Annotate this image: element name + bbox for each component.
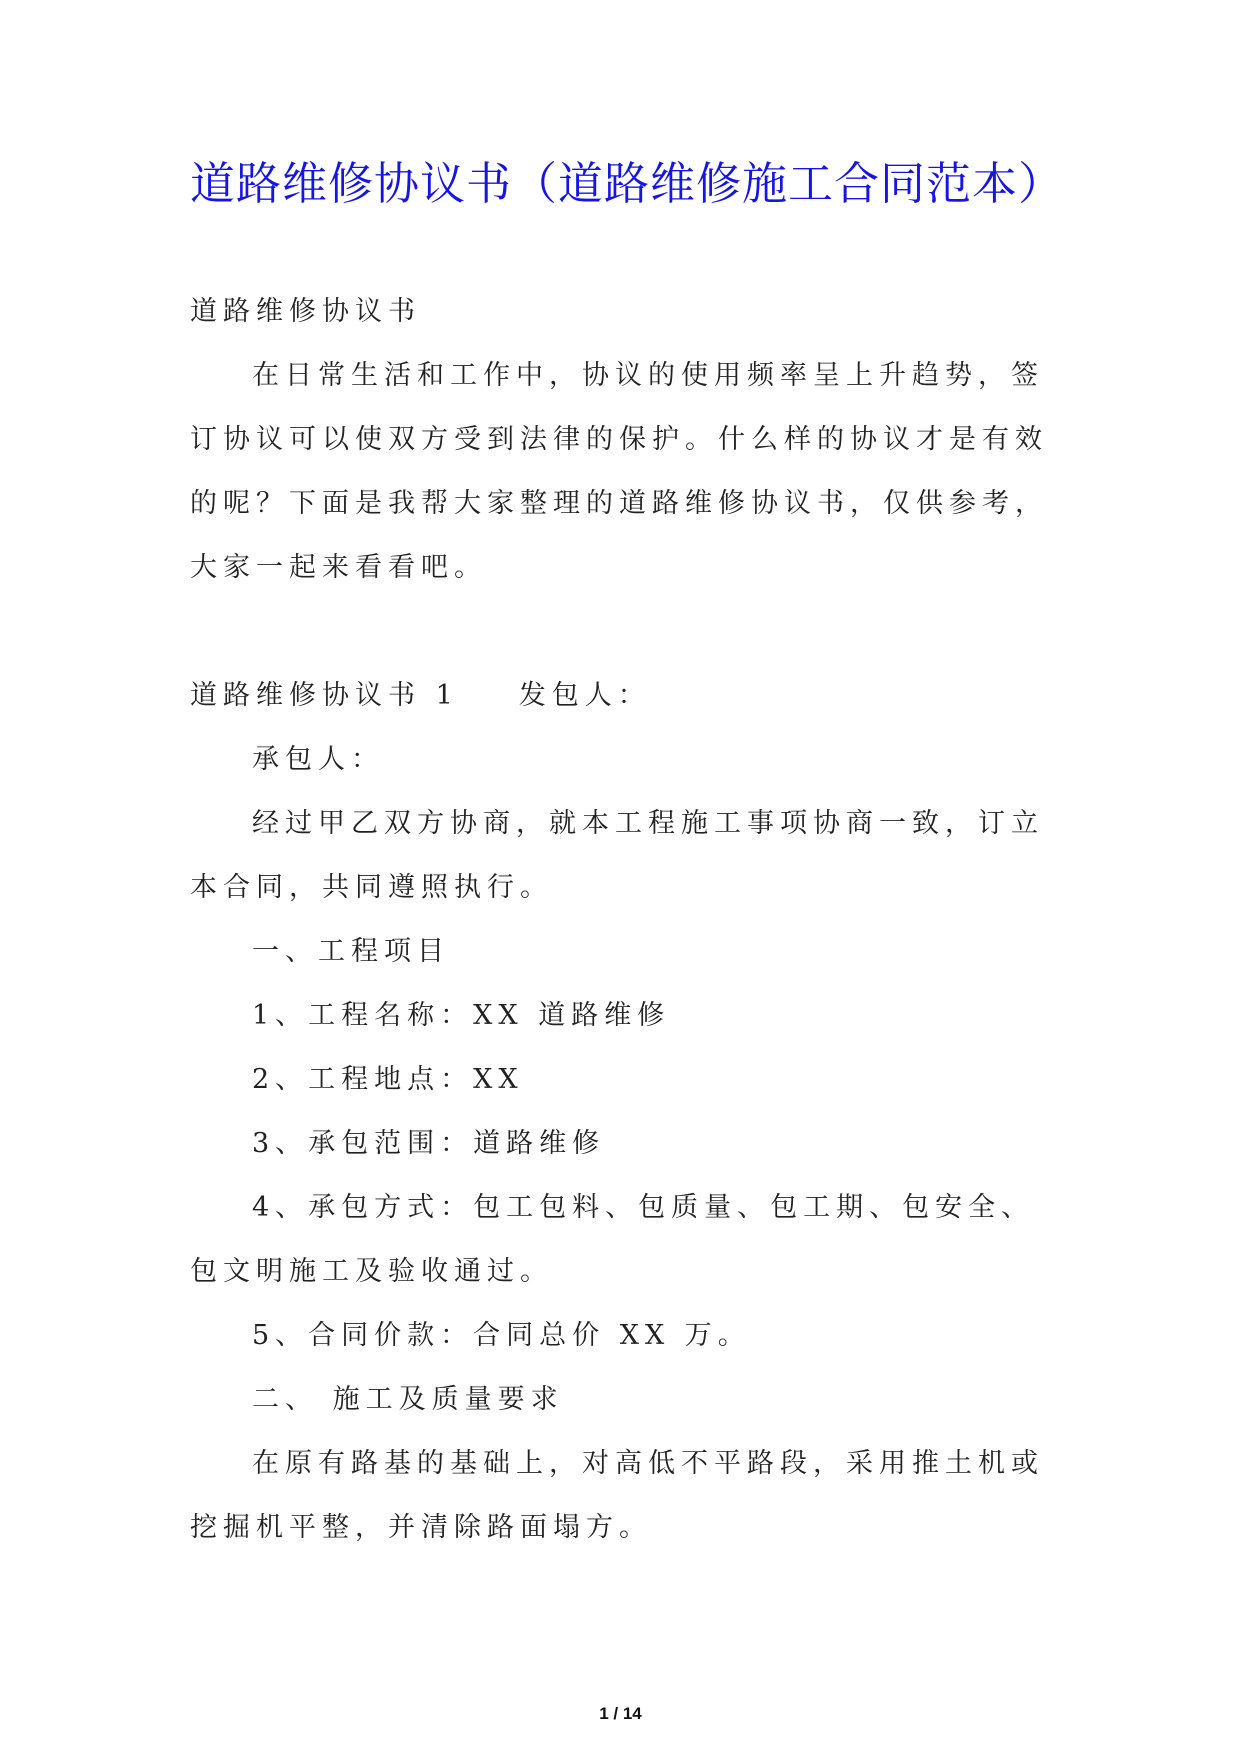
part1-heading: 一、工程项目 bbox=[252, 936, 450, 967]
list-item: 3、承包范围：道路维修 bbox=[252, 1128, 606, 1159]
document-body bbox=[190, 280, 1051, 1560]
document-title: 道路维修协议书（道路维修施工合同范本） bbox=[190, 157, 1065, 210]
list-item: 5、合同价款：合同总价 XX 万。 bbox=[252, 1320, 751, 1351]
employer-label: 发包人： bbox=[518, 680, 651, 711]
page-number: 1 / 14 bbox=[599, 1704, 642, 1723]
section-heading: 道路维修协议书 1 bbox=[190, 680, 459, 711]
list-item: 2、工程地点：XX bbox=[252, 1064, 524, 1095]
list-item: 4、承包方式：包工包料、包质量、包工期、包安全、包文明施工及验收通过。 bbox=[190, 1192, 1035, 1287]
section-heading-line bbox=[190, 664, 1051, 728]
part2-heading: 二、 施工及质量要求 bbox=[252, 1384, 564, 1415]
document-subtitle: 道路维修协议书 bbox=[190, 296, 421, 327]
list-item: 1、工程名称：XX 道路维修 bbox=[252, 1000, 671, 1031]
intro-paragraph: 在日常生活和工作中，协议的使用频率呈上升趋势，签订协议可以使双方受到法律的保护。什么样的协议才是有效的呢？下面是我帮大家整理的道路维修协议书，仅供参考，大家一起来看看吧。 bbox=[190, 360, 1048, 583]
contractor-label: 承包人： bbox=[252, 744, 384, 775]
agreement-paragraph: 经过甲乙双方协商，就本工程施工事项协商一致，订立本合同，共同遵照执行。 bbox=[190, 808, 1044, 903]
part2-paragraph: 在原有路基的基础上，对高低不平路段，采用推土机或挖掘机平整，并清除路面塌方。 bbox=[190, 1448, 1044, 1543]
